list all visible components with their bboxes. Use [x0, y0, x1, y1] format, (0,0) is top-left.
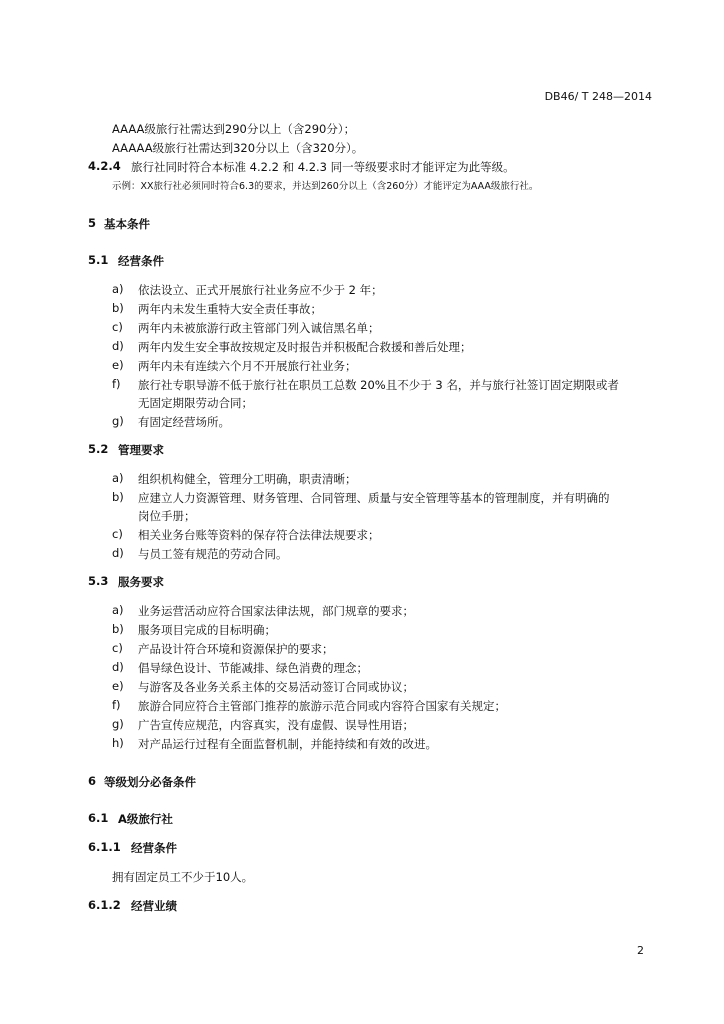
- list-item-continuation: 无固定期限劳动合同；: [138, 396, 253, 410]
- list-label: c): [112, 641, 123, 655]
- list-item: 相关业务台账等资料的保存符合法律法规要求；: [138, 528, 380, 542]
- list-item-continuation: 岗位手册；: [138, 509, 196, 523]
- subsection-title: 经营条件: [118, 254, 164, 268]
- list-item: 应建立人力资源管理、财务管理、合同管理、质量与安全管理等基本的管理制度，并有明确的: [138, 491, 610, 505]
- list-item: 组织机构健全，管理分工明确，职责清晰；: [138, 472, 357, 486]
- list-item: 旅行社专职导游不低于旅行社在职员工总数 20%且不少于 3 名，并与旅行社签订固定期限或者: [138, 378, 619, 392]
- list-item: 对产品运行过程有全面监督机制，并能持续和有效的改进。: [138, 737, 437, 751]
- list-label: g): [112, 414, 124, 428]
- subsection-title: 服务要求: [118, 575, 164, 589]
- list-item: 依法设立、正式开展旅行社业务应不少于 2 年；: [138, 283, 383, 297]
- subsubsection-title: 经营条件: [131, 841, 177, 855]
- list-item: 倡导绿色设计、节能减排、绿色消费的理念；: [138, 661, 368, 675]
- list-label: g): [112, 717, 124, 731]
- list-item: 产品设计符合环境和资源保护的要求；: [138, 642, 334, 656]
- list-label: f): [112, 377, 121, 391]
- list-label: h): [112, 736, 124, 750]
- list-label: b): [112, 490, 124, 504]
- list-item: 与游客及各业务关系主体的交易活动签订合同或协议；: [138, 680, 414, 694]
- subsection-title: A级旅行社: [118, 812, 173, 826]
- grade-4a-line: AAAA级旅行社需达到290分以上（含290分）；: [112, 122, 356, 136]
- subsection-number: 5.2: [88, 442, 109, 456]
- subsection-title: 管理要求: [118, 443, 164, 457]
- list-item: 两年内未有连续六个月不开展旅行社业务；: [138, 359, 357, 373]
- list-label: a): [112, 282, 124, 296]
- list-label: b): [112, 301, 124, 315]
- list-label: e): [112, 358, 124, 372]
- list-label: d): [112, 546, 124, 560]
- list-label: e): [112, 679, 124, 693]
- page-number: 2: [637, 944, 644, 957]
- list-label: c): [112, 527, 123, 541]
- subsection-number: 5.1: [88, 253, 109, 267]
- section-title: 等级划分必备条件: [104, 775, 196, 789]
- grade-5a-line: AAAAA级旅行社需达到320分以上（含320分）。: [112, 141, 364, 155]
- list-item: 服务项目完成的目标明确；: [138, 623, 276, 637]
- document-id-header: DB46/ T 248—2014: [544, 90, 652, 103]
- section-title: 基本条件: [104, 217, 150, 231]
- list-label: d): [112, 660, 124, 674]
- list-item: 广告宣传应规范，内容真实，没有虚假、误导性用语；: [138, 718, 414, 732]
- list-item: 两年内未发生重特大安全责任事故；: [138, 302, 322, 316]
- list-label: a): [112, 471, 124, 485]
- example-note: 示例：XX旅行社必须同时符合6.3的要求，并达到260分以上（含260分）才能评定为AAA级旅行社。: [112, 181, 539, 192]
- list-label: a): [112, 603, 124, 617]
- subsubsection-title: 经营业绩: [131, 899, 177, 913]
- list-item: 业务运营活动应符合国家法律法规，部门规章的要求；: [138, 604, 414, 618]
- subsection-number: 6.1: [88, 811, 109, 825]
- list-item: 两年内发生安全事故按规定及时报告并积极配合救援和善后处理；: [138, 340, 472, 354]
- subsubsection-number: 6.1.1: [88, 840, 121, 854]
- list-label: f): [112, 698, 121, 712]
- paragraph: 拥有固定员工不少于10人。: [112, 870, 254, 884]
- list-label: d): [112, 339, 124, 353]
- list-label: b): [112, 622, 124, 636]
- list-label: c): [112, 320, 123, 334]
- subsubsection-number: 6.1.2: [88, 898, 121, 912]
- section-number: 5: [88, 216, 97, 230]
- clause-text: 旅行社同时符合本标准 4.2.2 和 4.2.3 同一等级要求时才能评定为此等级。: [131, 160, 515, 174]
- list-item: 两年内未被旅游行政主管部门列入诚信黑名单；: [138, 321, 380, 335]
- section-number: 6: [88, 774, 97, 788]
- list-item: 有固定经营场所。: [138, 415, 230, 429]
- clause-number: 4.2.4: [88, 159, 121, 173]
- list-item: 旅游合同应符合主管部门推荐的旅游示范合同或内容符合国家有关规定；: [138, 699, 506, 713]
- subsection-number: 5.3: [88, 574, 109, 588]
- list-item: 与员工签有规范的劳动合同。: [138, 547, 288, 561]
